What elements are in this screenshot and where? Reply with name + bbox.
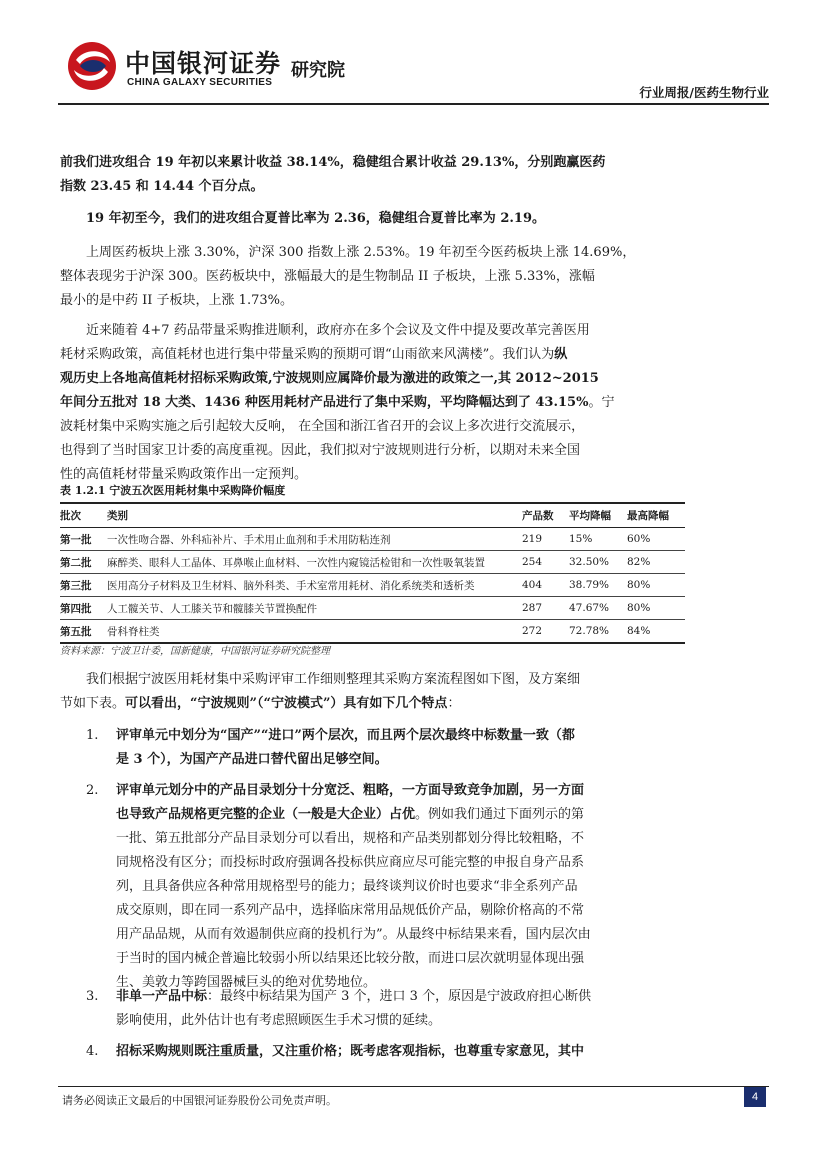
text-normal: ：: [447, 696, 461, 711]
header-divider: [58, 103, 769, 105]
text-normal: 节如下表。: [60, 696, 126, 711]
text-line: 生、美敦力等跨国器械巨头的绝对优势地位。: [116, 975, 377, 990]
text-line: 前我们进攻组合 19 年初以来累计收益 38.14%，稳健组合累计收益 29.13%，分别跑赢医药: [60, 155, 606, 170]
text-line: 成交原则，即在同一系列产品中，选择临床常用品规低价产品，剔除价格高的不常: [116, 903, 585, 918]
text-line: 最小的是中药 II 子板块，上涨 1.73%。: [60, 293, 293, 308]
galaxy-logo-icon: [66, 40, 118, 92]
col-header-batch: 批次: [60, 503, 107, 528]
list-number: 1.: [86, 728, 99, 743]
report-type: 行业周报/医药生物行业: [639, 85, 769, 100]
paragraph-sharpe-ratio: [60, 207, 641, 231]
paragraph-ningbo-features: [60, 668, 615, 716]
text-line: [116, 803, 671, 827]
logo-english-name: CHINA GALAXY SECURITIES: [127, 77, 273, 88]
text-bold: 也导致产品规格更完整的企业（一般是大企业）占优: [116, 807, 416, 822]
text-line: 也得到了当时国家卫计委的高度重视。因此，我们拟对宁波规则进行分析，以期对未来全国: [60, 443, 581, 458]
table-row: [60, 574, 685, 597]
table-cell: 第二批: [60, 551, 107, 574]
table-row: [60, 620, 685, 644]
table-cell: 82%: [627, 551, 685, 574]
col-header-avg-drop: 平均降幅: [569, 503, 627, 528]
footer-divider: [58, 1086, 769, 1087]
table-cell: 骨科脊柱类: [107, 620, 522, 644]
text-bold: 可以看出，“宁波规则”（“宁波模式”）具有如下几个特点: [125, 696, 448, 711]
text-line: 同规格没有区分；而投标时政府强调各投标供应商应尽可能完整的申报自身产品系: [116, 855, 585, 870]
text-line: 一批、第五批部分产品目录划分可以看出，规格和产品类别都划分得比较粗略，不: [116, 831, 585, 846]
table-cell: 80%: [627, 574, 685, 597]
logo-chinese-name: 中国银河证券: [125, 49, 282, 78]
text-bold: 纵: [554, 347, 568, 362]
text-line: [60, 343, 615, 367]
table-cell: 15%: [569, 528, 627, 551]
text-line: 近来随着 4+7 药品带量采购推进顺利，政府亦在多个会议及文件中提及要改革完善医用: [86, 323, 590, 338]
text-line: 列，且具备供应各种常用规格型号的能力；最终谈判议价时也要求“非全系列产品: [116, 879, 578, 894]
footer-disclaimer: 请务必阅读正文最后的中国银河证券股份公司免责声明。: [62, 1094, 337, 1107]
list-body: [116, 779, 671, 995]
text-line: 是 3 个），为国产产品进口替代留出足够空间。: [116, 752, 388, 767]
table-cell: 287: [522, 597, 569, 620]
text-normal: ：最终中标结果为国产 3 个，进口 3 个，原因是宁波政府担心断供: [207, 989, 592, 1004]
text-line: 指数 23.45 和 14.44 个百分点。: [60, 179, 264, 194]
table-cell: 第四批: [60, 597, 107, 620]
table-cell: 254: [522, 551, 569, 574]
list-body: [116, 1040, 671, 1064]
table-cell: 第一批: [60, 528, 107, 551]
text-line: 评审单元中划分为“国产”“进口”两个层次，而且两个层次最终中标数量一致（都: [116, 728, 575, 743]
table-cell: 麻醉类、眼科人工晶体、耳鼻喉止血材料、一次性内窥镜活检钳和一次性吸氧装置: [107, 551, 522, 574]
table-source-note: 资料来源：宁波卫计委，国新健康，中国银河证券研究院整理: [60, 646, 330, 657]
table-cell: 第三批: [60, 574, 107, 597]
text-normal: 。宁: [588, 395, 615, 410]
table-cell: 84%: [627, 620, 685, 644]
list-body: [116, 724, 671, 772]
list-number: 4.: [86, 1044, 99, 1059]
text-line: 用产品品规，从而有效遏制供应商的投机行为”。从最终中标结果来看，国内层次由: [116, 927, 591, 942]
table-cell: 医用高分子材料及卫生材料、脑外科类、手术室常用耗材、消化系统类和透析类: [107, 574, 522, 597]
institute-label: 研究院: [291, 60, 345, 81]
table-title: 表 1.2.1 宁波五次医用耗材集中采购降价幅度: [60, 484, 286, 497]
text-line: [60, 692, 615, 716]
text-line: 19 年初至今，我们的进攻组合夏普比率为 2.36，稳健组合夏普比率为 2.19。: [86, 211, 545, 226]
text-line: 我们根据宁波医用耗材集中采购评审工作细则整理其采购方案流程图如下图，及方案细: [86, 672, 581, 687]
table-cell: 第五批: [60, 620, 107, 644]
text-line: [60, 391, 615, 415]
page-number: 4: [744, 1087, 766, 1107]
table-cell: 32.50%: [569, 551, 627, 574]
text-bold: 非单一产品中标: [116, 989, 208, 1004]
table-cell: 60%: [627, 528, 685, 551]
text-line: 评审单元划分中的产品目录划分十分宽泛、粗略，一方面导致竞争加剧，另一方面: [116, 783, 585, 798]
list-body: [116, 985, 671, 1033]
table-cell: 404: [522, 574, 569, 597]
col-header-max-drop: 最高降幅: [627, 503, 685, 528]
table-row: [60, 551, 685, 574]
text-line: 上周医药板块上涨 3.30%，沪深 300 指数上涨 2.53%。19 年初至今医药板块上涨 14.69%，: [86, 245, 636, 260]
paragraph-market-review: [60, 241, 636, 313]
text-line: 影响使用，此外估计也有考虑照顾医生手术习惯的延续。: [116, 1013, 442, 1028]
col-header-category: 类别: [107, 503, 522, 528]
col-header-count: 产品数: [522, 503, 569, 528]
text-normal: 。例如我们通过下面列示的第: [415, 807, 585, 822]
text-line: 于当时的国内械企普遍比较弱小所以结果还比较分散，而进口层次就明显体现出强: [116, 951, 585, 966]
text-line: 性的高值耗材带量采购政策作出一定预判。: [60, 467, 308, 482]
list-number: 2.: [86, 783, 99, 798]
text-line: 招标采购规则既注重质量，又注重价格；既考虑客观指标，也尊重专家意见，其中: [116, 1044, 585, 1059]
price-reduction-table: [60, 502, 685, 644]
table-row: [60, 597, 685, 620]
table-cell: 38.79%: [569, 574, 627, 597]
table-cell: 272: [522, 620, 569, 644]
text-line: [116, 985, 671, 1009]
text-line: 整体表现劣于沪深 300。医药板块中，涨幅最大的是生物制品 II 子板块，上涨 5.33%，涨幅: [60, 269, 595, 284]
text-line: 观历史上各地高值耗材招标采购政策,宁波规则应属降价最为激进的政策之一,其 2012~2015: [60, 371, 599, 386]
text-line: 波耗材集中采购实施之后引起较大反响， 在全国和浙江省召开的会议上多次进行交流展示，: [60, 419, 585, 434]
paragraph-ningbo-policy: [60, 319, 615, 487]
text-bold: 年间分五批对 18 大类、1436 种医用耗材产品进行了集中采购，平均降幅达到了 43.15%: [60, 395, 589, 410]
table-cell: 一次性吻合器、外科疝补片、手术用止血剂和手术用防粘连剂: [107, 528, 522, 551]
page-header: [0, 0, 827, 110]
table-cell: 80%: [627, 597, 685, 620]
list-number: 3.: [86, 989, 99, 1004]
table-cell: 72.78%: [569, 620, 627, 644]
table-cell: 人工髋关节、人工膝关节和髋膝关节置换配件: [107, 597, 522, 620]
paragraph-portfolio-returns: [60, 151, 615, 199]
table-header-row: [60, 503, 685, 528]
table-row: [60, 528, 685, 551]
text-normal: 耗材采购政策，高值耗材也进行集中带量采购的预期可谓“山雨欲来风满楼”。我们认为: [60, 347, 555, 362]
table-cell: 219: [522, 528, 569, 551]
table-cell: 47.67%: [569, 597, 627, 620]
